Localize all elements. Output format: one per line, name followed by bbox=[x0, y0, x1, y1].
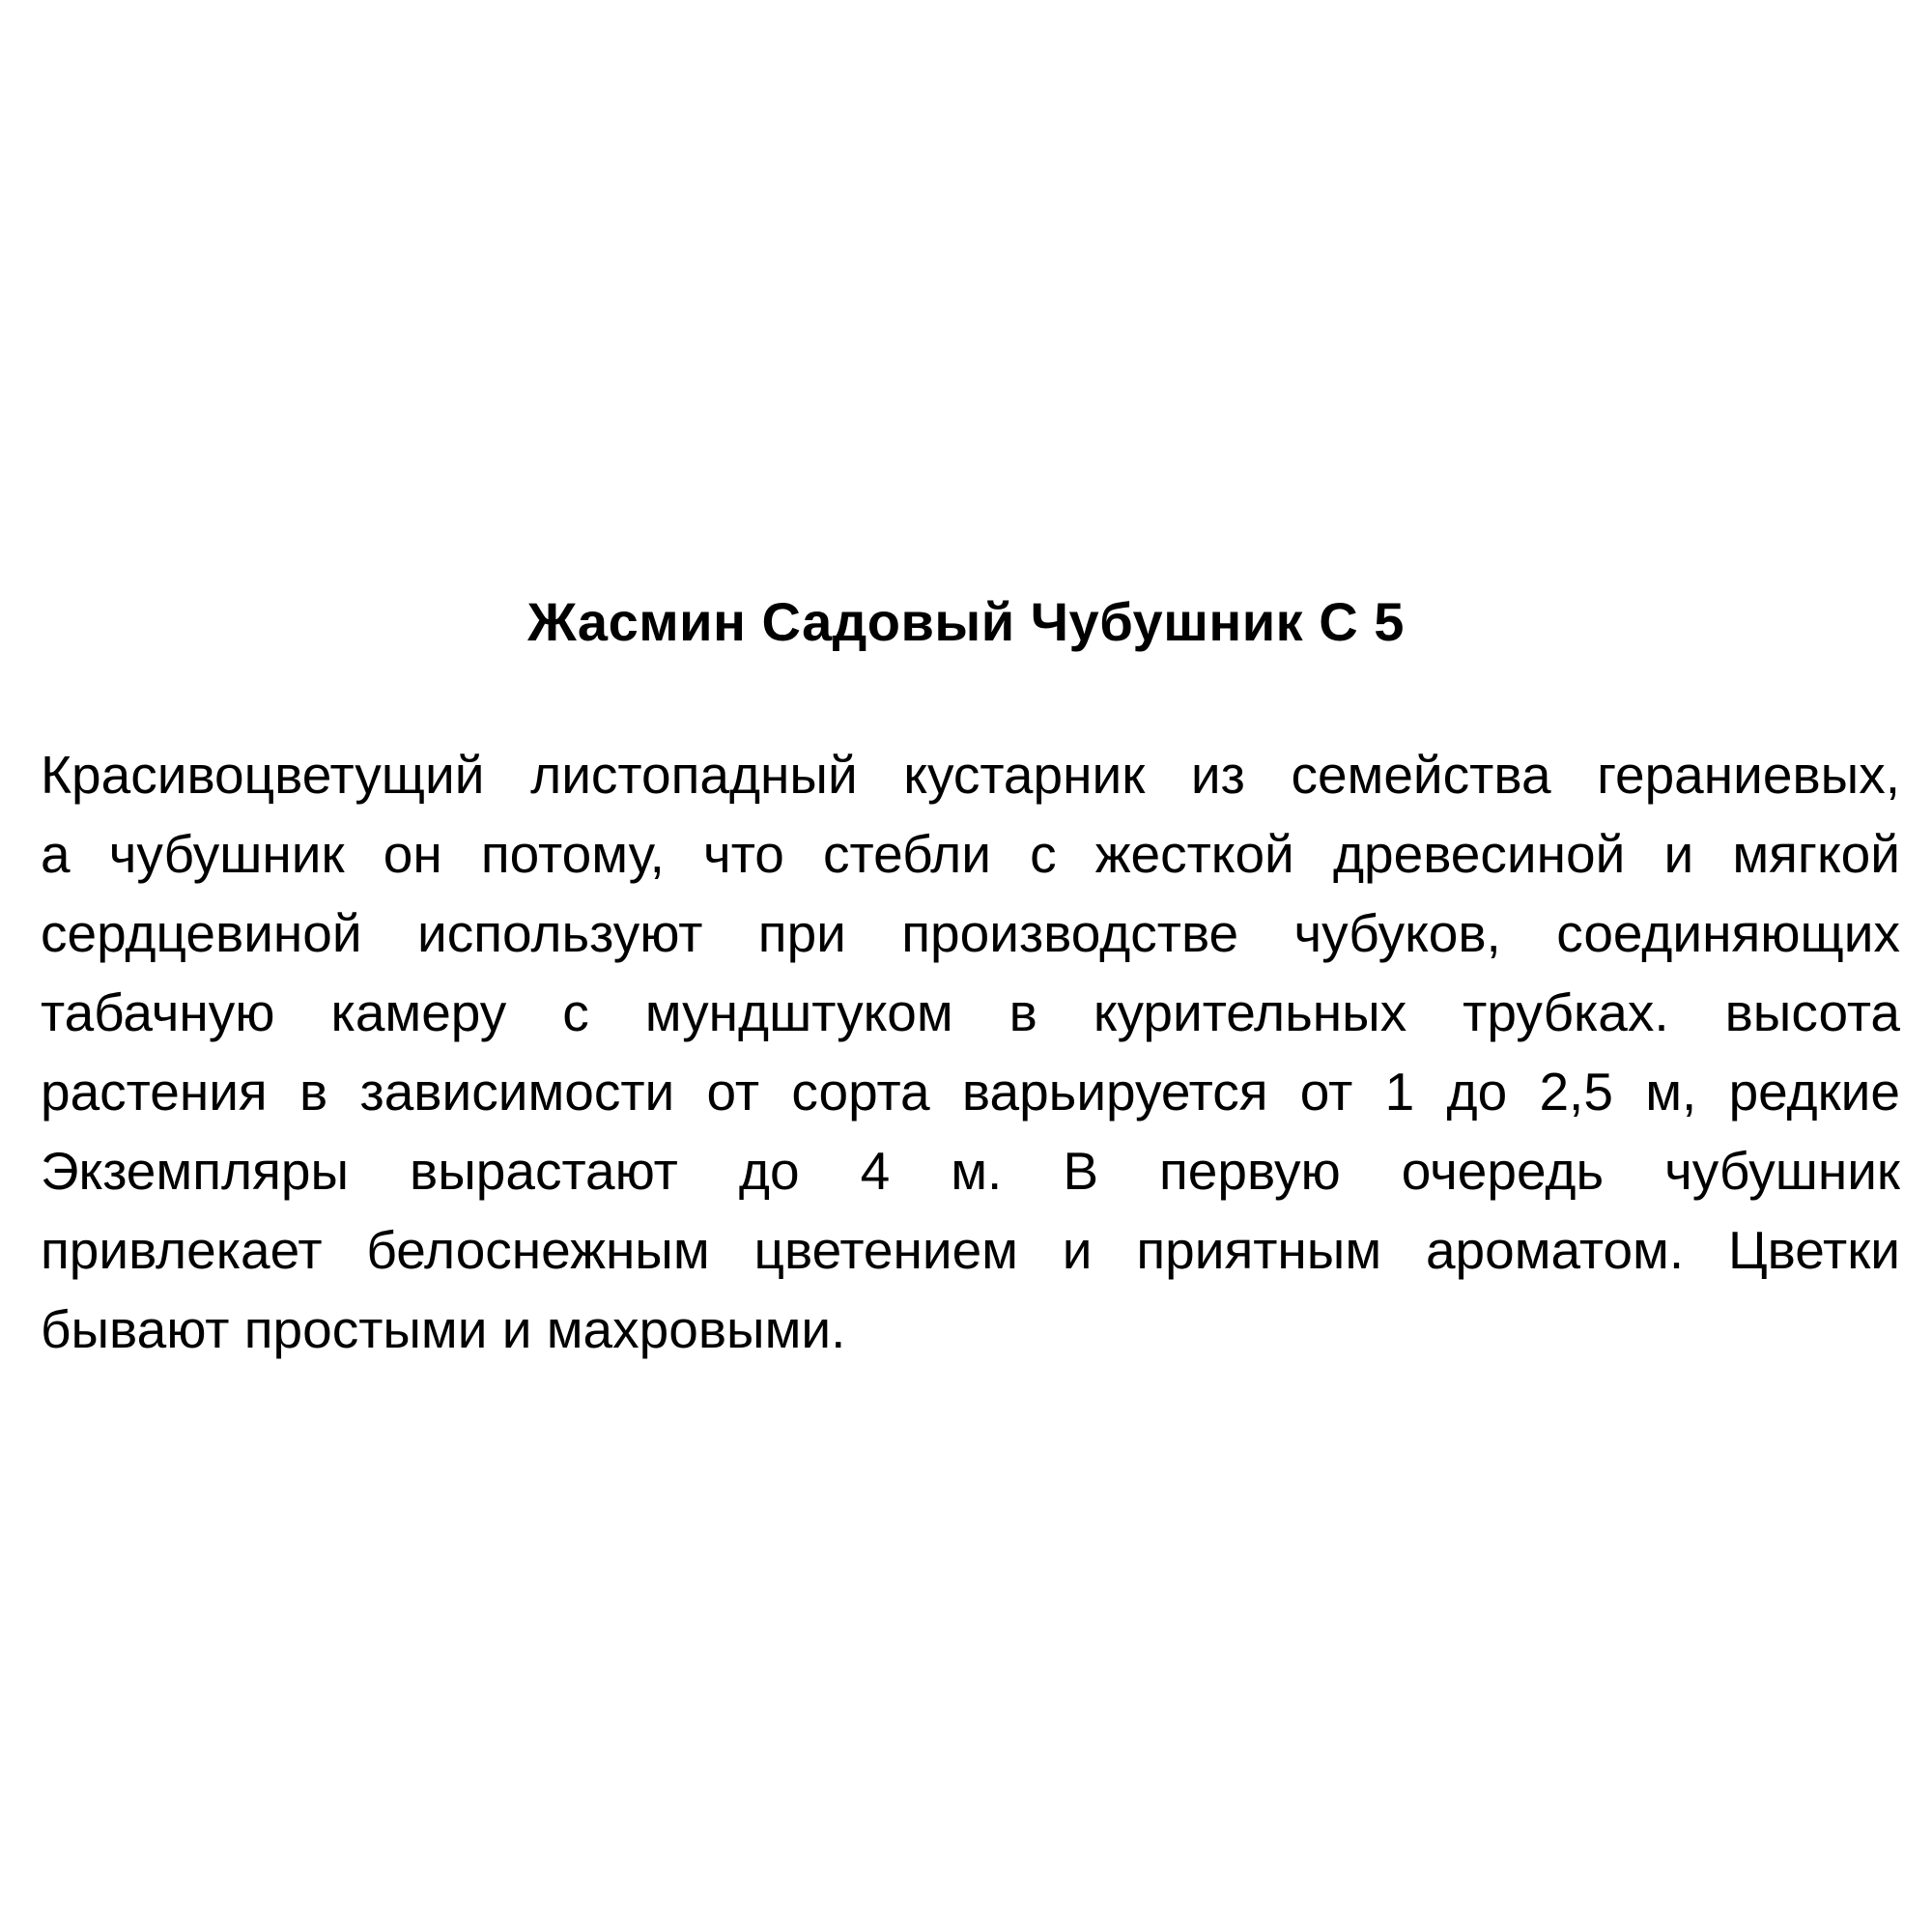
paragraph-line: табачную камеру с мундштуком в курительных трубках. высота bbox=[41, 982, 1900, 1042]
paragraph-line: Экземпляры вырастают до 4 м. В первую очередь чубушник bbox=[41, 1141, 1900, 1201]
paragraph-line: а чубушник он потому, что стебли с жесткой древесиной и мягкой bbox=[41, 824, 1900, 884]
paragraph-line: бывают простыми и махровыми. bbox=[41, 1299, 846, 1359]
paragraph-line: Красивоцветущий листопадный кустарник из семейства гераниевых, bbox=[41, 745, 1900, 805]
paragraph-line: сердцевиной используют при производстве чубуков, соединяющих bbox=[41, 903, 1900, 963]
paragraph-line: привлекает белоснежным цветением и приятным ароматом. Цветки bbox=[41, 1220, 1900, 1280]
paragraph-line: растения в зависимости от сорта варьируется от 1 до 2,5 м, редкие bbox=[41, 1062, 1900, 1122]
document-title: Жасмин Садовый Чубушник С 5 bbox=[527, 591, 1405, 652]
description-paragraph bbox=[41, 735, 1900, 1369]
